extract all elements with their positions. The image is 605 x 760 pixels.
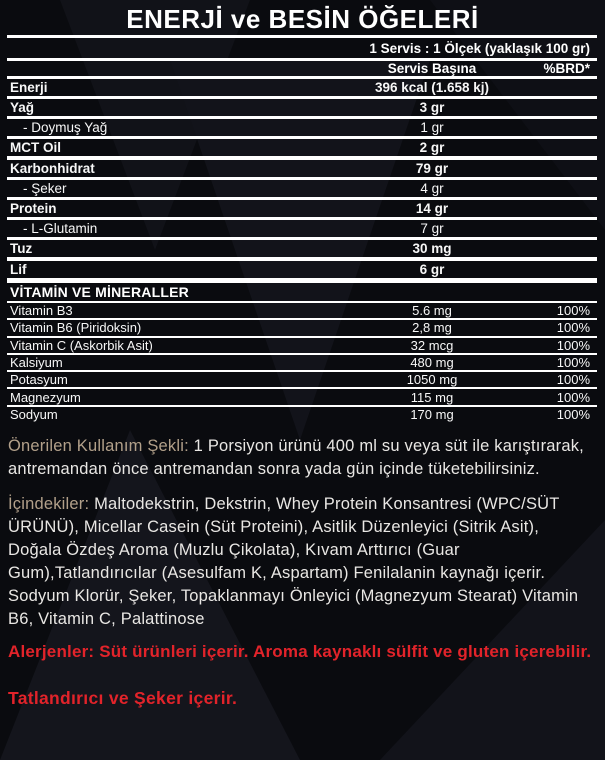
nutrient-value: 6 gr [419, 262, 445, 277]
nutrient-label: Vitamin B6 (Piridoksin) [10, 320, 142, 336]
nutrient-value: 5.6 mg [412, 303, 452, 319]
ingredients-text: Maltodekstrin, Dekstrin, Whey Protein Konsantresi (WPC/SÜT ÜRÜNÜ), Micellar Casein (Süt Proteini), Asitlik Düzenleyici (Sitrik Asit), Doğala Özdeş Aroma (Muzlu Çikolata), Kıvam Arttırıcı (Guar Gum),Tatlandırıcılar (Asesulfam K, Aspartam) Fenilalanin kaynağı içerir. Sodyum Klorür, Şeker, Topaklanmayı Önleyici (Magnezyum Stearat) Vitamin B6, Vitamin C, Palattinose [8, 495, 579, 629]
nutrient-label: Sodyum [10, 406, 58, 422]
column-header-serving: Servis Başına [387, 61, 477, 76]
nutrient-value: 79 gr [415, 161, 449, 176]
nutrient-label: Magnezyum [10, 389, 81, 405]
nutrient-value: 30 mg [412, 241, 452, 256]
nutrition-row [7, 119, 597, 139]
column-headers [7, 61, 597, 79]
nutrition-row [7, 320, 597, 337]
nutrient-label: Karbonhidrat [10, 161, 95, 176]
nutrient-value: 1050 mg [406, 372, 458, 388]
usage-directions [8, 435, 593, 481]
nutrition-row [7, 303, 597, 320]
nutrition-table [7, 35, 597, 422]
nutrient-label: Kalsiyum [10, 355, 63, 371]
nutrition-row [7, 139, 597, 160]
nutrient-value: 7 gr [420, 221, 444, 236]
macro-rows [7, 79, 597, 283]
nutrient-brd-percent: 100% [556, 389, 590, 405]
nutrition-row [7, 261, 597, 283]
nutrient-value: 3 gr [419, 100, 445, 115]
nutrient-brd-percent: 100% [556, 337, 590, 353]
nutrient-label: Yağ [10, 100, 35, 115]
serving-info: 1 Servis : 1 Ölçek (yaklaşık 100 gr) [7, 38, 597, 61]
nutrient-value: 32 mcg [410, 337, 454, 353]
nutrition-row [7, 200, 597, 220]
nutrient-label: Vitamin B3 [10, 303, 73, 319]
nutrient-label: Protein [10, 201, 57, 216]
nutrition-row [7, 389, 597, 406]
nutrient-value: 115 mg [410, 389, 454, 405]
ingredients [8, 493, 593, 631]
nutrient-value: 396 kcal (1.658 kj) [374, 80, 490, 95]
nutrient-brd-percent: 100% [556, 372, 590, 388]
nutrient-value: 2 gr [419, 140, 445, 155]
nutrition-row [7, 355, 597, 372]
nutrient-value: 2,8 mg [412, 320, 452, 336]
nutrient-value: 4 gr [420, 181, 444, 196]
nutrient-brd-percent: 100% [556, 303, 590, 319]
vitamins-section-header: VİTAMİN VE MİNERALLER [7, 283, 597, 303]
ingredients-label: İçindekiler: [8, 495, 90, 514]
nutrient-value: 170 mg [410, 406, 454, 422]
allergen-text: Süt ürünleri içerir. Aroma kaynaklı sülfit ve gluten içerebilir. [94, 642, 592, 662]
nutrient-value: 1 gr [420, 120, 444, 135]
nutrient-label: Enerji [10, 80, 48, 95]
nutrient-label: - Şeker [23, 181, 67, 196]
nutrient-label: - Doymuş Yağ [23, 120, 108, 135]
vitamin-rows [7, 303, 597, 422]
page-title: ENERJİ ve BESİN ÖĞELERİ [126, 4, 479, 34]
nutrition-row [7, 79, 597, 99]
allergen-label: Alerjenler: [8, 642, 95, 662]
nutrient-brd-percent: 100% [556, 355, 590, 371]
sweetener-note: Tatlandırıcı ve Şeker içerir. [8, 687, 238, 708]
nutrient-value: 480 mg [410, 355, 454, 371]
nutrition-row [7, 240, 597, 261]
column-header-brd: %BRD* [543, 61, 590, 76]
usage-text: 1 Porsiyon ürünü 400 ml su veya süt ile karıştırarak, antremandan önce antremandan sonra yada gün içinde tüketebilirsiniz. [8, 437, 584, 479]
nutrition-row [7, 407, 597, 422]
nutrient-value: 14 gr [415, 201, 449, 216]
nutrient-label: MCT Oil [10, 140, 61, 155]
nutrient-label: Tuz [10, 241, 33, 256]
nutrition-row [7, 99, 597, 119]
nutrition-row [7, 220, 597, 240]
nutrient-label: Vitamin C (Askorbik Asit) [10, 337, 153, 353]
nutrition-row [7, 180, 597, 200]
usage-label: Önerilen Kullanım Şekli: [8, 437, 189, 456]
nutrition-row [7, 160, 597, 180]
nutrient-brd-percent: 100% [556, 320, 590, 336]
nutrient-label: Potasyum [10, 372, 68, 388]
nutrition-row [7, 338, 597, 355]
allergen-warning [8, 640, 593, 664]
nutrient-brd-percent: 100% [556, 406, 590, 422]
nutrient-label: Lif [10, 262, 27, 277]
nutrition-row [7, 372, 597, 389]
nutrient-label: - L-Glutamin [23, 221, 98, 236]
